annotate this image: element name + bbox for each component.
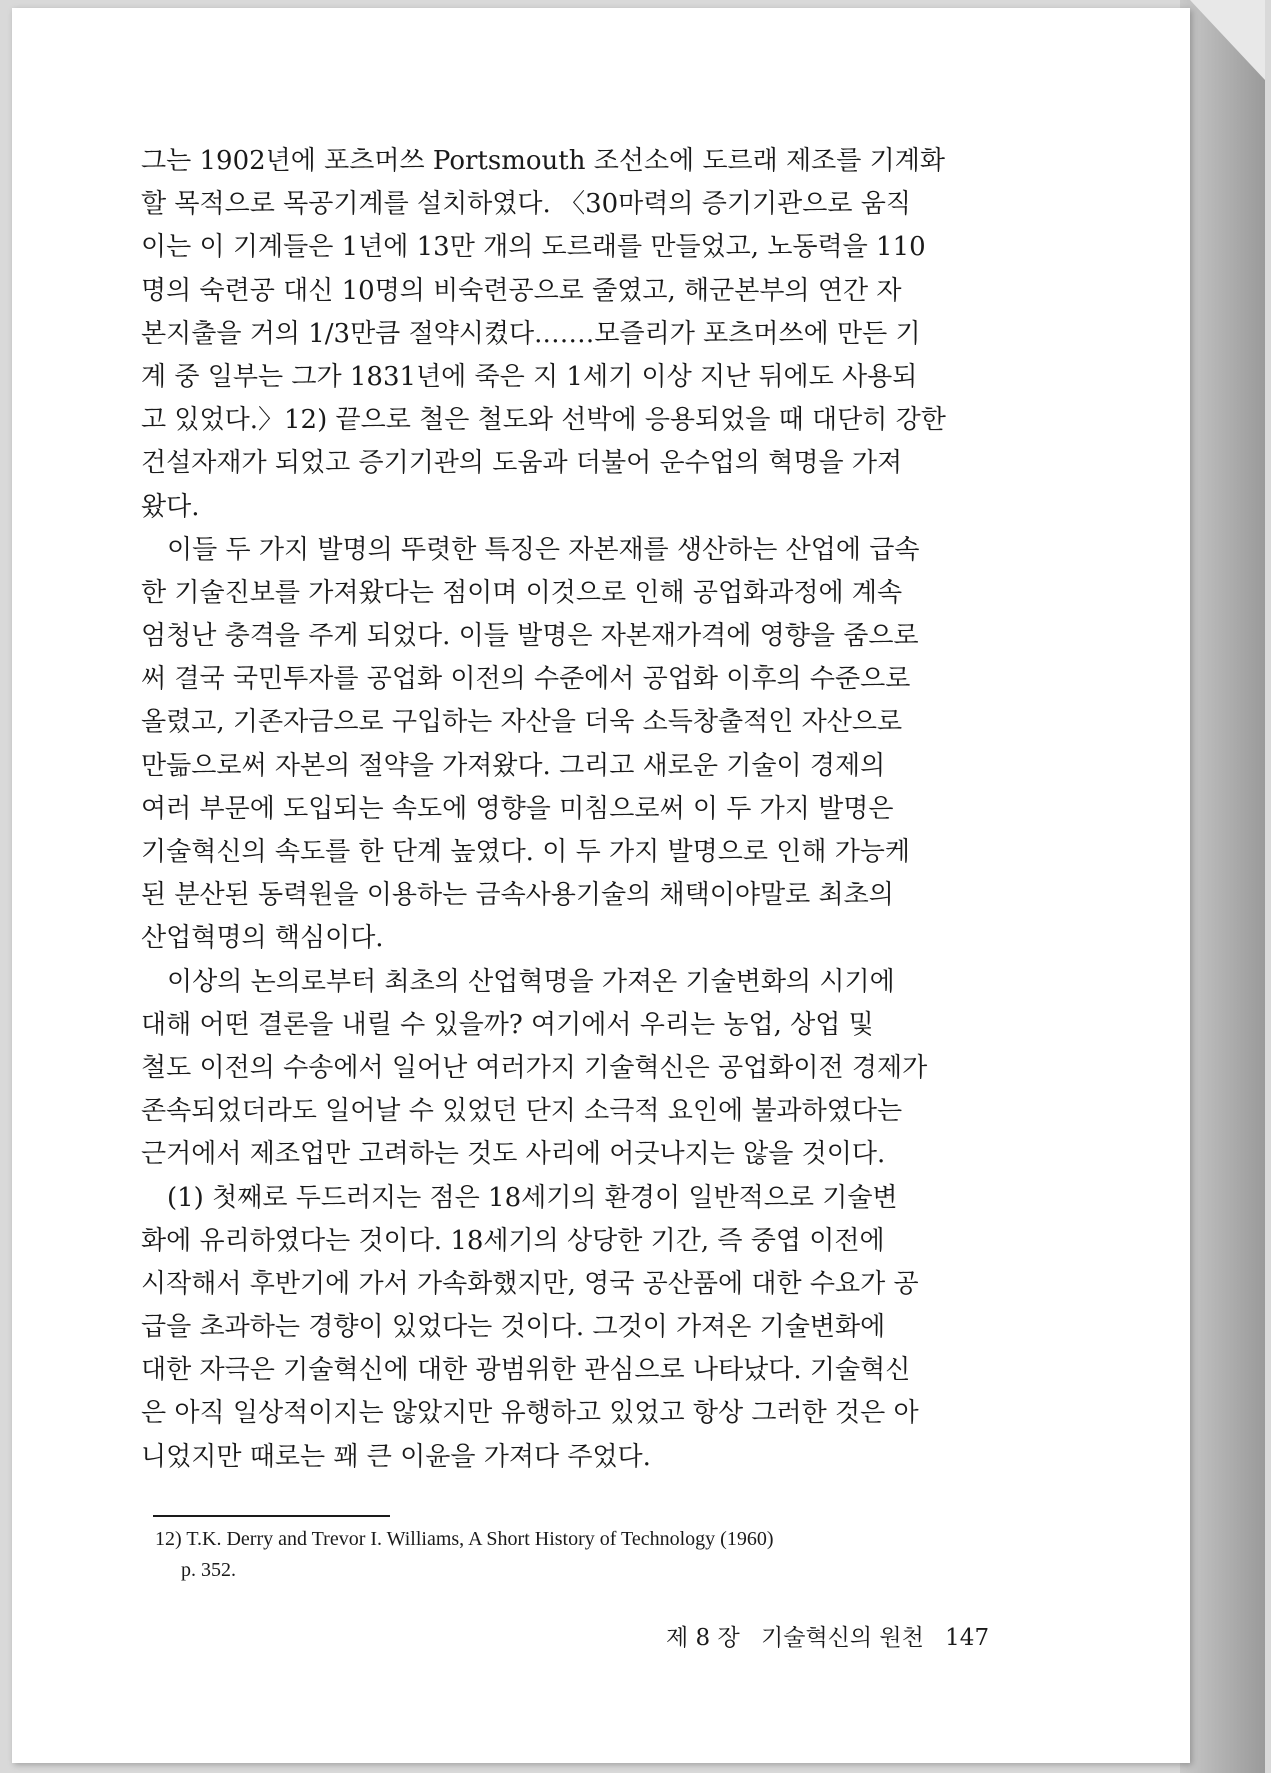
footnote-page-ref: p. 352. <box>181 1559 236 1581</box>
body-line: 본지출을 거의 1/3만큼 절약시켰다.……모즐리가 포츠머쓰에 만든 기 <box>141 318 921 349</box>
paragraph-start-line: (1) 첫째로 두드러지는 점은 18세기의 환경이 일반적으로 기술변 <box>167 1182 898 1213</box>
body-line: 엄청난 충격을 주게 되었다. 이들 발명은 자본재가격에 영향을 줌으로 <box>141 621 919 652</box>
footnote-text: T.K. Derry and Trevor I. Williams, A Short History of Technology (1960) <box>186 1528 774 1550</box>
body-line: 은 아직 일상적이지는 않았지만 유행하고 있었고 항상 그러한 것은 아 <box>141 1398 919 1429</box>
body-line: 대한 자극은 기술혁신에 대한 광범위한 관심으로 나타났다. 기술혁신 <box>141 1355 911 1386</box>
body-line: 니었지만 때로는 꽤 큰 이윤을 가져다 주었다. <box>141 1441 651 1472</box>
body-line: 올렸고, 기존자금으로 구입하는 자산을 더욱 소득창출적인 자산으로 <box>141 707 903 738</box>
body-line: 이는 이 기계들은 1년에 13만 개의 도르래를 만들었고, 노동력을 110 <box>141 232 926 263</box>
page-number: 147 <box>945 1625 990 1651</box>
body-line: 급을 초과하는 경향이 있었다는 것이다. 그것이 가져온 기술변화에 <box>141 1312 886 1343</box>
paragraph-start-line: 이들 두 가지 발명의 뚜렷한 특징은 자본재를 생산하는 산업에 급속 <box>167 534 920 565</box>
body-line: 만듦으로써 자본의 절약을 가져왔다. 그리고 새로운 기술이 경제의 <box>141 750 886 781</box>
footer-chapter: 제 8 장 <box>666 1625 740 1651</box>
body-line: 한 기술진보를 가져왔다는 점이며 이것으로 인해 공업화과정에 계속 <box>141 577 903 608</box>
book-edge <box>1180 0 1265 1773</box>
body-line: 계 중 일부는 그가 1831년에 죽은 지 1세기 이상 지난 뒤에도 사용되 <box>141 361 918 392</box>
body-line: 시작해서 후반기에 가서 가속화했지만, 영국 공산품에 대한 수요가 공 <box>141 1268 919 1299</box>
body-line: 써 결국 국민투자를 공업화 이전의 수준에서 공업화 이후의 수준으로 <box>141 664 911 695</box>
body-line: 할 목적으로 목공기계를 설치하였다. 〈30마력의 증기기관으로 움직 <box>141 189 911 220</box>
footnote <box>155 1524 985 1586</box>
body-line: 왔다. <box>141 491 200 522</box>
body-line: 그는 1902년에 포츠머쓰 Portsmouth 조선소에 도르래 제조를 기계화 <box>141 146 946 176</box>
body-line: 존속되었더라도 일어날 수 있었던 단지 소극적 요인에 불과하였다는 <box>141 1096 903 1127</box>
body-line: 기술혁신의 속도를 한 단계 높였다. 이 두 가지 발명으로 인해 가능케 <box>141 837 911 867</box>
body-line: 근거에서 제조업만 고려하는 것도 사리에 어긋나지는 않을 것이다. <box>141 1139 886 1170</box>
body-line: 산업혁명의 핵심이다. <box>141 923 384 954</box>
body-line: 화에 유리하였다는 것이다. 18세기의 상당한 기간, 즉 중엽 이전에 <box>141 1225 885 1256</box>
body-line: 된 분산된 동력원을 이용하는 금속사용기술의 채택이야말로 최초의 <box>141 880 894 911</box>
footnote-line <box>155 1524 985 1555</box>
footer-title: 기술혁신의 원천 <box>761 1625 924 1651</box>
body-line: 건설자재가 되었고 증기기관의 도움과 더불어 운수업의 혁명을 가져 <box>141 448 903 479</box>
footnote-number: 12) <box>155 1528 182 1550</box>
footnote-divider <box>153 1515 390 1517</box>
body-line: 고 있었다.〉12) 끝으로 철은 철도와 선박에 응용되었을 때 대단히 강한 <box>141 405 946 436</box>
body-text <box>141 140 983 1479</box>
body-line: 명의 숙련공 대신 10명의 비숙련공으로 줄였고, 해군본부의 연간 자 <box>141 275 902 306</box>
body-line: 철도 이전의 수송에서 일어난 여러가지 기술혁신은 공업화이전 경제가 <box>141 1052 928 1083</box>
body-line: 대해 어떤 결론을 내릴 수 있을까? 여기에서 우리는 농업, 상업 및 <box>141 1009 874 1040</box>
body-line: 여러 부문에 도입되는 속도에 영향을 미침으로써 이 두 가지 발명은 <box>141 793 894 824</box>
running-footer <box>652 1619 990 1652</box>
paragraph-start-line: 이상의 논의로부터 최초의 산업혁명을 가져온 기술변화의 시기에 <box>167 966 895 997</box>
